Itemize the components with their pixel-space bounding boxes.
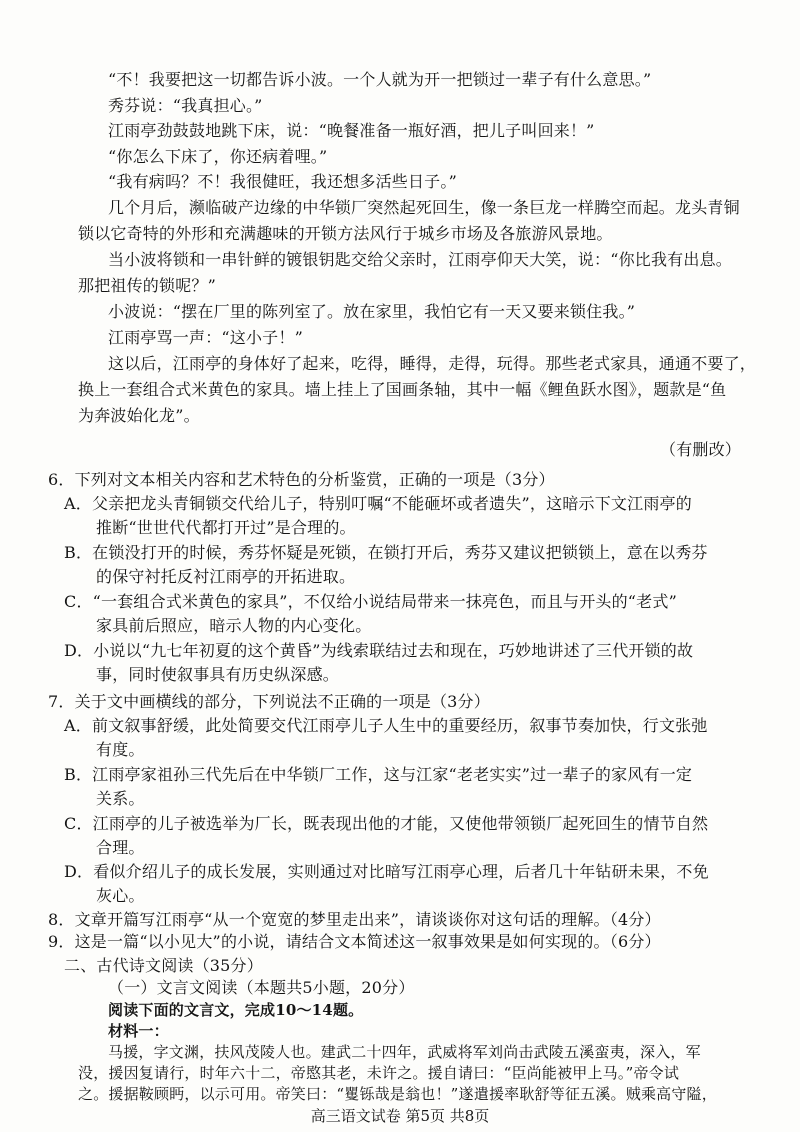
passage-line-12: 这以后，江雨亭的身体好了起来，吃得，睡得，走得，玩得。那些老式家具，通通不要了， (108, 354, 757, 373)
q6-option-d-line2: 事，同时使叙事具有历史纵深感。 (96, 665, 340, 684)
passage-line-10: 小波说：“摆在厂里的陈列室了。放在家里，我怕它有一天又要来锁住我。” (108, 302, 636, 321)
q6-option-a-line2: 推断“世世代代都打开过”是合理的。 (96, 518, 356, 537)
q7-option-d-line1: D．看似介绍儿子的成长发展，实则通过对比暗写江雨亭心理，后者几十年钻研未果，不免 (64, 862, 709, 881)
q6-option-c-line1: C．“一套组合式米黄色的家具”，不仅给小说结局带来一抹亮色，而且与开头的“老式” (64, 592, 677, 611)
source-note: （有删改） (660, 440, 742, 459)
passage-line-9: 那把祖传的锁呢？” (78, 276, 216, 295)
section-2-title: 二、古代诗文阅读（35分） (64, 956, 263, 975)
q7-option-b-line2: 关系。 (96, 789, 145, 808)
q7-stem: 7．关于文中画横线的部分，下列说法不正确的一项是（3分） (48, 692, 490, 711)
passage-line-3: 江雨亭劲鼓鼓地跳下床，说：“晚餐准备一瓶好酒，把儿子叫回来！” (108, 121, 595, 140)
q6-option-a-line1: A．父亲把龙头青铜锁交代给儿子，特别叮嘱“不能砸坏或者遗失”，这暗示下文江雨亭的 (64, 494, 692, 513)
q7-option-a-line1: A．前文叙事舒缓，此处简要交代江雨亭儿子人生中的重要经历，叙事节奏加快，行文张弛 (64, 716, 708, 735)
passage-line-7: 锁以它奇特的外形和充满趣味的开锁方法风行于城乡市场及各旅游风景地。 (78, 224, 613, 243)
passage-line-14: 为奔波始化龙”。 (78, 406, 200, 425)
q7-option-c-line2: 合理。 (96, 838, 145, 857)
passage-line-13: 换上一套组合式米黄色的家具。墙上挂上了国画条轴，其中一幅《鲤鱼跃水图》，题款是“鱼 (78, 380, 727, 399)
q7-option-d-line2: 灰心。 (96, 886, 145, 905)
passage-line-5: “我有病吗？不！我很健旺，我还想多活些日子。” (108, 172, 457, 191)
page-footer: 高三语文试卷 第5页 共8页 (310, 1107, 490, 1125)
passage-line-2: 秀芬说：“我真担心。” (108, 96, 263, 115)
passage-line-1: “不！我要把这一切都告诉小波。一个人就为开一把锁过一辈子有什么意思。” (108, 70, 652, 89)
q7-option-b-line1: B．江雨亭家祖孙三代先后在中华锁厂工作，这与江家“老老实实”过一辈子的家风有一定 (64, 765, 693, 784)
passage-line-8: 当小波将锁和一串针鲜的镀银钥匙交给父亲时，江雨亭仰天大笑，说：“你比我有出息。 (108, 250, 732, 269)
material-1-label: 材料一： (108, 1022, 169, 1040)
q9-stem: 9．这是一篇“以小见大”的小说，请结合文本简述这一叙事效果是如何实现的。（6分） (48, 932, 661, 951)
q7-option-c-line1: C．江雨亭的儿子被选举为厂长，既表现出他的才能，又使他带领锁厂起死回生的情节自然 (64, 814, 709, 833)
passage-line-6: 几个月后，濒临破产边缘的中华锁厂突然起死回生，像一条巨龙一样腾空而起。龙头青铜 (108, 198, 740, 217)
q6-stem: 6．下列对文本相关内容和艺术特色的分析鉴赏，正确的一项是（3分） (48, 470, 555, 489)
q8-stem: 8．文章开篇写江雨亭“从一个宽宽的梦里走出来”，请谈谈你对这句话的理解。（4分） (48, 910, 661, 929)
q6-option-b-line1: B．在锁没打开的时候，秀芬怀疑是死锁，在锁打开后，秀芬又建议把锁锁上，意在以秀芬 (64, 543, 708, 562)
passage-line-4: “你怎么下床了，你还病着哩。” (108, 147, 328, 166)
passage-line-11: 江雨亭骂一声：“这小子！” (108, 328, 303, 347)
q6-option-c-line2: 家具前后照应，暗示人物的内心变化。 (96, 616, 372, 635)
q7-option-a-line2: 有度。 (96, 740, 145, 759)
section-2-instruction: 阅读下面的文言文，完成10～14题。 (108, 1001, 364, 1019)
q6-option-d-line1: D．小说以“九七年初夏的这个黄昏”为线索联结过去和现在，巧妙地讲述了三代开锁的故 (64, 641, 694, 660)
q6-option-b-line2: 的保守衬托反衬江雨亭的开拓进取。 (96, 567, 356, 586)
classical-text-line-1: 马援，字文渊，扶风茂陵人也。建武二十四年，武威将军刘尚击武陵五溪蛮夷，深入，军 (108, 1043, 701, 1061)
classical-text-line-2: 没，援因复请行，时年六十二，帝愍其老，未许之。援自请曰：“臣尚能被甲上马。”帝令试 (78, 1064, 680, 1082)
classical-text-line-3: 之。援据鞍顾眄，以示可用。帝笑曰：“矍铄哉是翁也！”遂遣援率耿舒等征五溪。贼乘高守隘， (78, 1085, 717, 1103)
section-2-subtitle: （一）文言文阅读（本题共5小题，20分） (108, 978, 415, 997)
